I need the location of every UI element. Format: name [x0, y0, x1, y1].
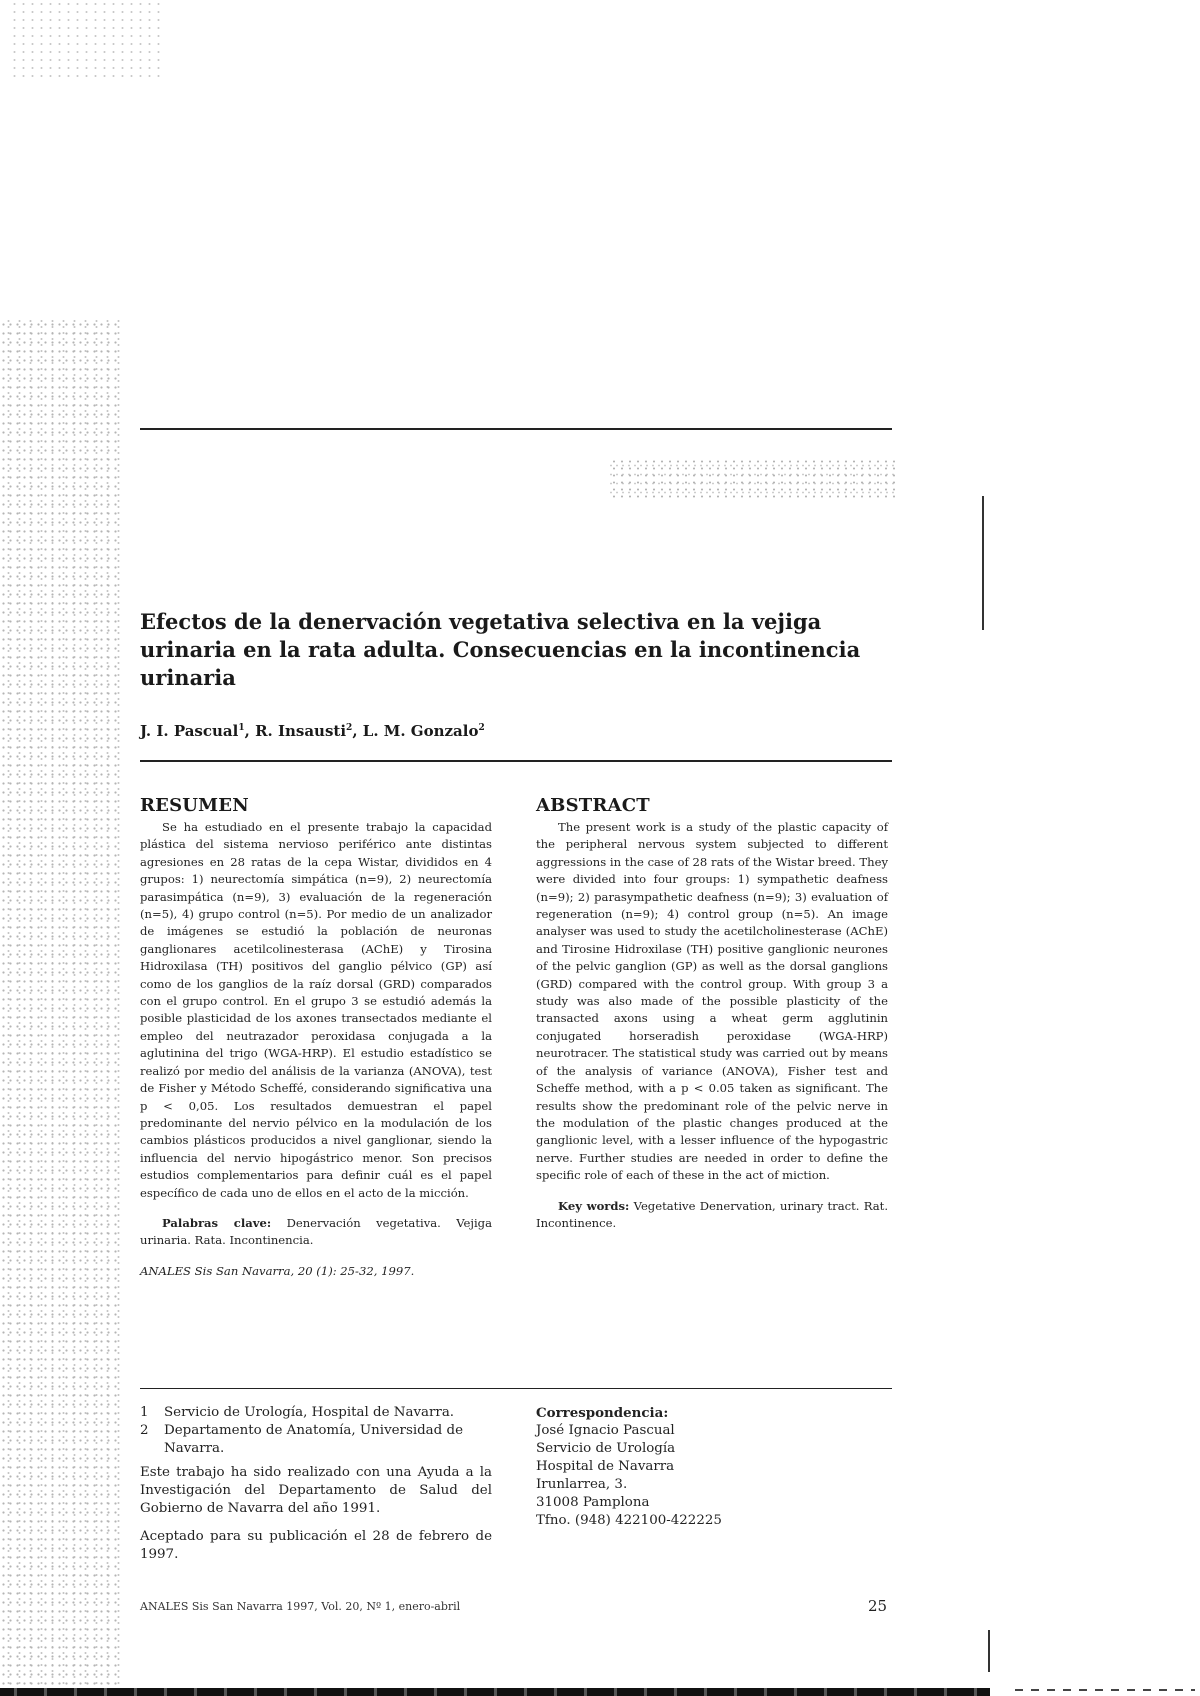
correspondence-title: Correspondencia:	[536, 1405, 669, 1421]
scan-margin-line-bottom	[988, 1630, 990, 1672]
keywords-text: Denervación vegetativa. Vejiga urinaria. Rata. Incontinencia.	[140, 1215, 493, 1248]
correspondence-line: 31008 Pamplona	[536, 1495, 650, 1510]
affiliation	[140, 1422, 492, 1458]
affiliation-text: Departamento de Anatomía, Universidad de Navarra.	[164, 1423, 463, 1456]
authors-rule	[140, 760, 892, 762]
funding-note: Este trabajo ha sido realizado con una Ayuda a la Investigación del Departamento de Salud del Gobierno de Navarra del año 1991.	[140, 1465, 492, 1516]
scan-noise-edge	[0, 320, 120, 1690]
scan-bottom-bar	[0, 1688, 990, 1696]
resumen-keywords	[140, 1215, 492, 1250]
page-number: 25	[868, 1597, 888, 1615]
scan-margin-line	[982, 496, 984, 630]
abstract-body: The present work is a study of the plastic capacity of the peripheral nervous system subjected to different aggressions in the case of 28 rats of the Wistar breed. They were divided into four groups: 1) sympathetic deafness (n=9); 2) parasympathetic deafness (n=9); 3) evaluation of regeneration (n=9); 4) control group (n=5). An image analyser was used to study the acetilcholinesterase (AChE) and Tirosine Hidroxilase (TH) positive ganglionic neurones of the pelvic ganglion (GP) as well as the dorsal ganglions (GRD) compared with the control group. With group 3 a study was also made of the possible plasticity of the transacted axons using a wheat germ agglutinin conjugated horseradish peroxidase (WGA-HRP) neurotracer. The statistical study was carried out by means of the analysis of variance (ANOVA), Fisher test and Scheffe method, with a p < 0.05 taken as significant. The results show the predominant role of the pelvic nerve in the modulation of the plastic changes produced at the ganglionic level, with a lesser influence of the hypogastric nerve. Further studies are needed in order to define the specific role of each of these in the act of miction.	[536, 820, 888, 1183]
top-rule	[140, 428, 892, 430]
affiliation-text: Servicio de Urología, Hospital de Navarra.	[164, 1405, 455, 1420]
keywords-label: Key words:	[558, 1198, 630, 1213]
author-name: R. Insausti	[255, 722, 347, 740]
footnotes	[140, 1404, 492, 1564]
author-affiliation-mark: 1	[238, 723, 245, 733]
author-affiliation-mark: 2	[346, 723, 353, 733]
footnote-rule	[140, 1388, 892, 1389]
resumen-body: Se ha estudiado en el presente trabajo la capacidad plástica del sistema nervioso periférico ante distintas agresiones en 28 ratas de la cepa Wistar, divididos en 4 grupos: 1) neurectomía simpática (n=9), 2) neurectomía parasimpática (n=9), 3) evaluación de la regeneración (n=5), 4) grupo control (n=5). Por medio de un analizador de imágenes se estudió la población de neuronas ganglionares acetilcolinesterasa (AChE) y Tirosina Hidroxilasa (TH) positivos del ganglio pélvico (GP) así como de los ganglios de la raíz dorsal (GRD) comparados con el grupo control. En el grupo 3 se estudió además la posible plasticidad de los axones transectados mediante el empleo del neutrazador peroxidasa conjugada a la aglutinina del trigo (WGA-HRP). El estudio estadístico se realizó por medio del análisis de la varianza (ANOVA), test de Fisher y Método Scheffé, considerando significativa una p < 0,05. Los resultados demuestran el papel predominante del nervio pélvico en la modulación de los cambios plásticos producidos a nivel ganglionar, siendo la influencia del nervio hipogástrico menor. Son precisos estudios complementarios para definir cuál es el papel específico de cada uno de ellos en el acto de la micción.	[140, 820, 492, 1200]
resumen-heading: RESUMEN	[140, 795, 249, 816]
author-name: L. M. Gonzalo	[362, 722, 479, 740]
accepted-note: Aceptado para su publicación el 28 de febrero de 1997.	[140, 1529, 492, 1562]
correspondence-line: Hospital de Navarra	[536, 1459, 675, 1474]
scan-noise-stamp	[610, 458, 895, 498]
correspondence-line: Irunlarrea, 3.	[536, 1477, 628, 1492]
correspondence-line: Tfno. (948) 422100-422225	[536, 1513, 722, 1528]
affiliation-number: 2	[140, 1423, 149, 1438]
scan-noise-corner	[10, 0, 160, 80]
affiliation-number: 1	[140, 1405, 149, 1420]
keywords-text: Vegetative Denervation, urinary tract. Rat. Incontinence.	[536, 1198, 889, 1230]
author-affiliation-mark: 2	[478, 723, 485, 733]
abstract-column	[536, 795, 888, 1232]
article-title: Efectos de la denervación vegetativa selectiva en la vejiga urinaria en la rata adulta. Consecuencias en la incontinencia urinaria	[140, 609, 861, 690]
authors: J. I. Pascual$^1$, R. Insausti$^2$, L. M. Gonzalo$^2$	[140, 722, 485, 740]
citation: ANALES Sis San Navarra, 20 (1): 25-32, 1997.	[140, 1263, 415, 1278]
correspondence-line: Servicio de Urología	[536, 1441, 676, 1456]
scan-bottom-dash	[1015, 1689, 1195, 1691]
author-name: J. I. Pascual	[140, 722, 239, 740]
abstract-keywords	[536, 1198, 888, 1233]
running-footer: ANALES Sis San Navarra 1997, Vol. 20, Nº 1, enero-abril	[140, 1600, 461, 1613]
keywords-label: Palabras clave:	[162, 1215, 272, 1230]
abstract-heading: ABSTRACT	[536, 795, 650, 816]
correspondence	[536, 1404, 888, 1530]
resumen-column	[140, 795, 492, 1280]
correspondence-line: José Ignacio Pascual	[536, 1423, 675, 1438]
affiliation	[140, 1404, 492, 1422]
